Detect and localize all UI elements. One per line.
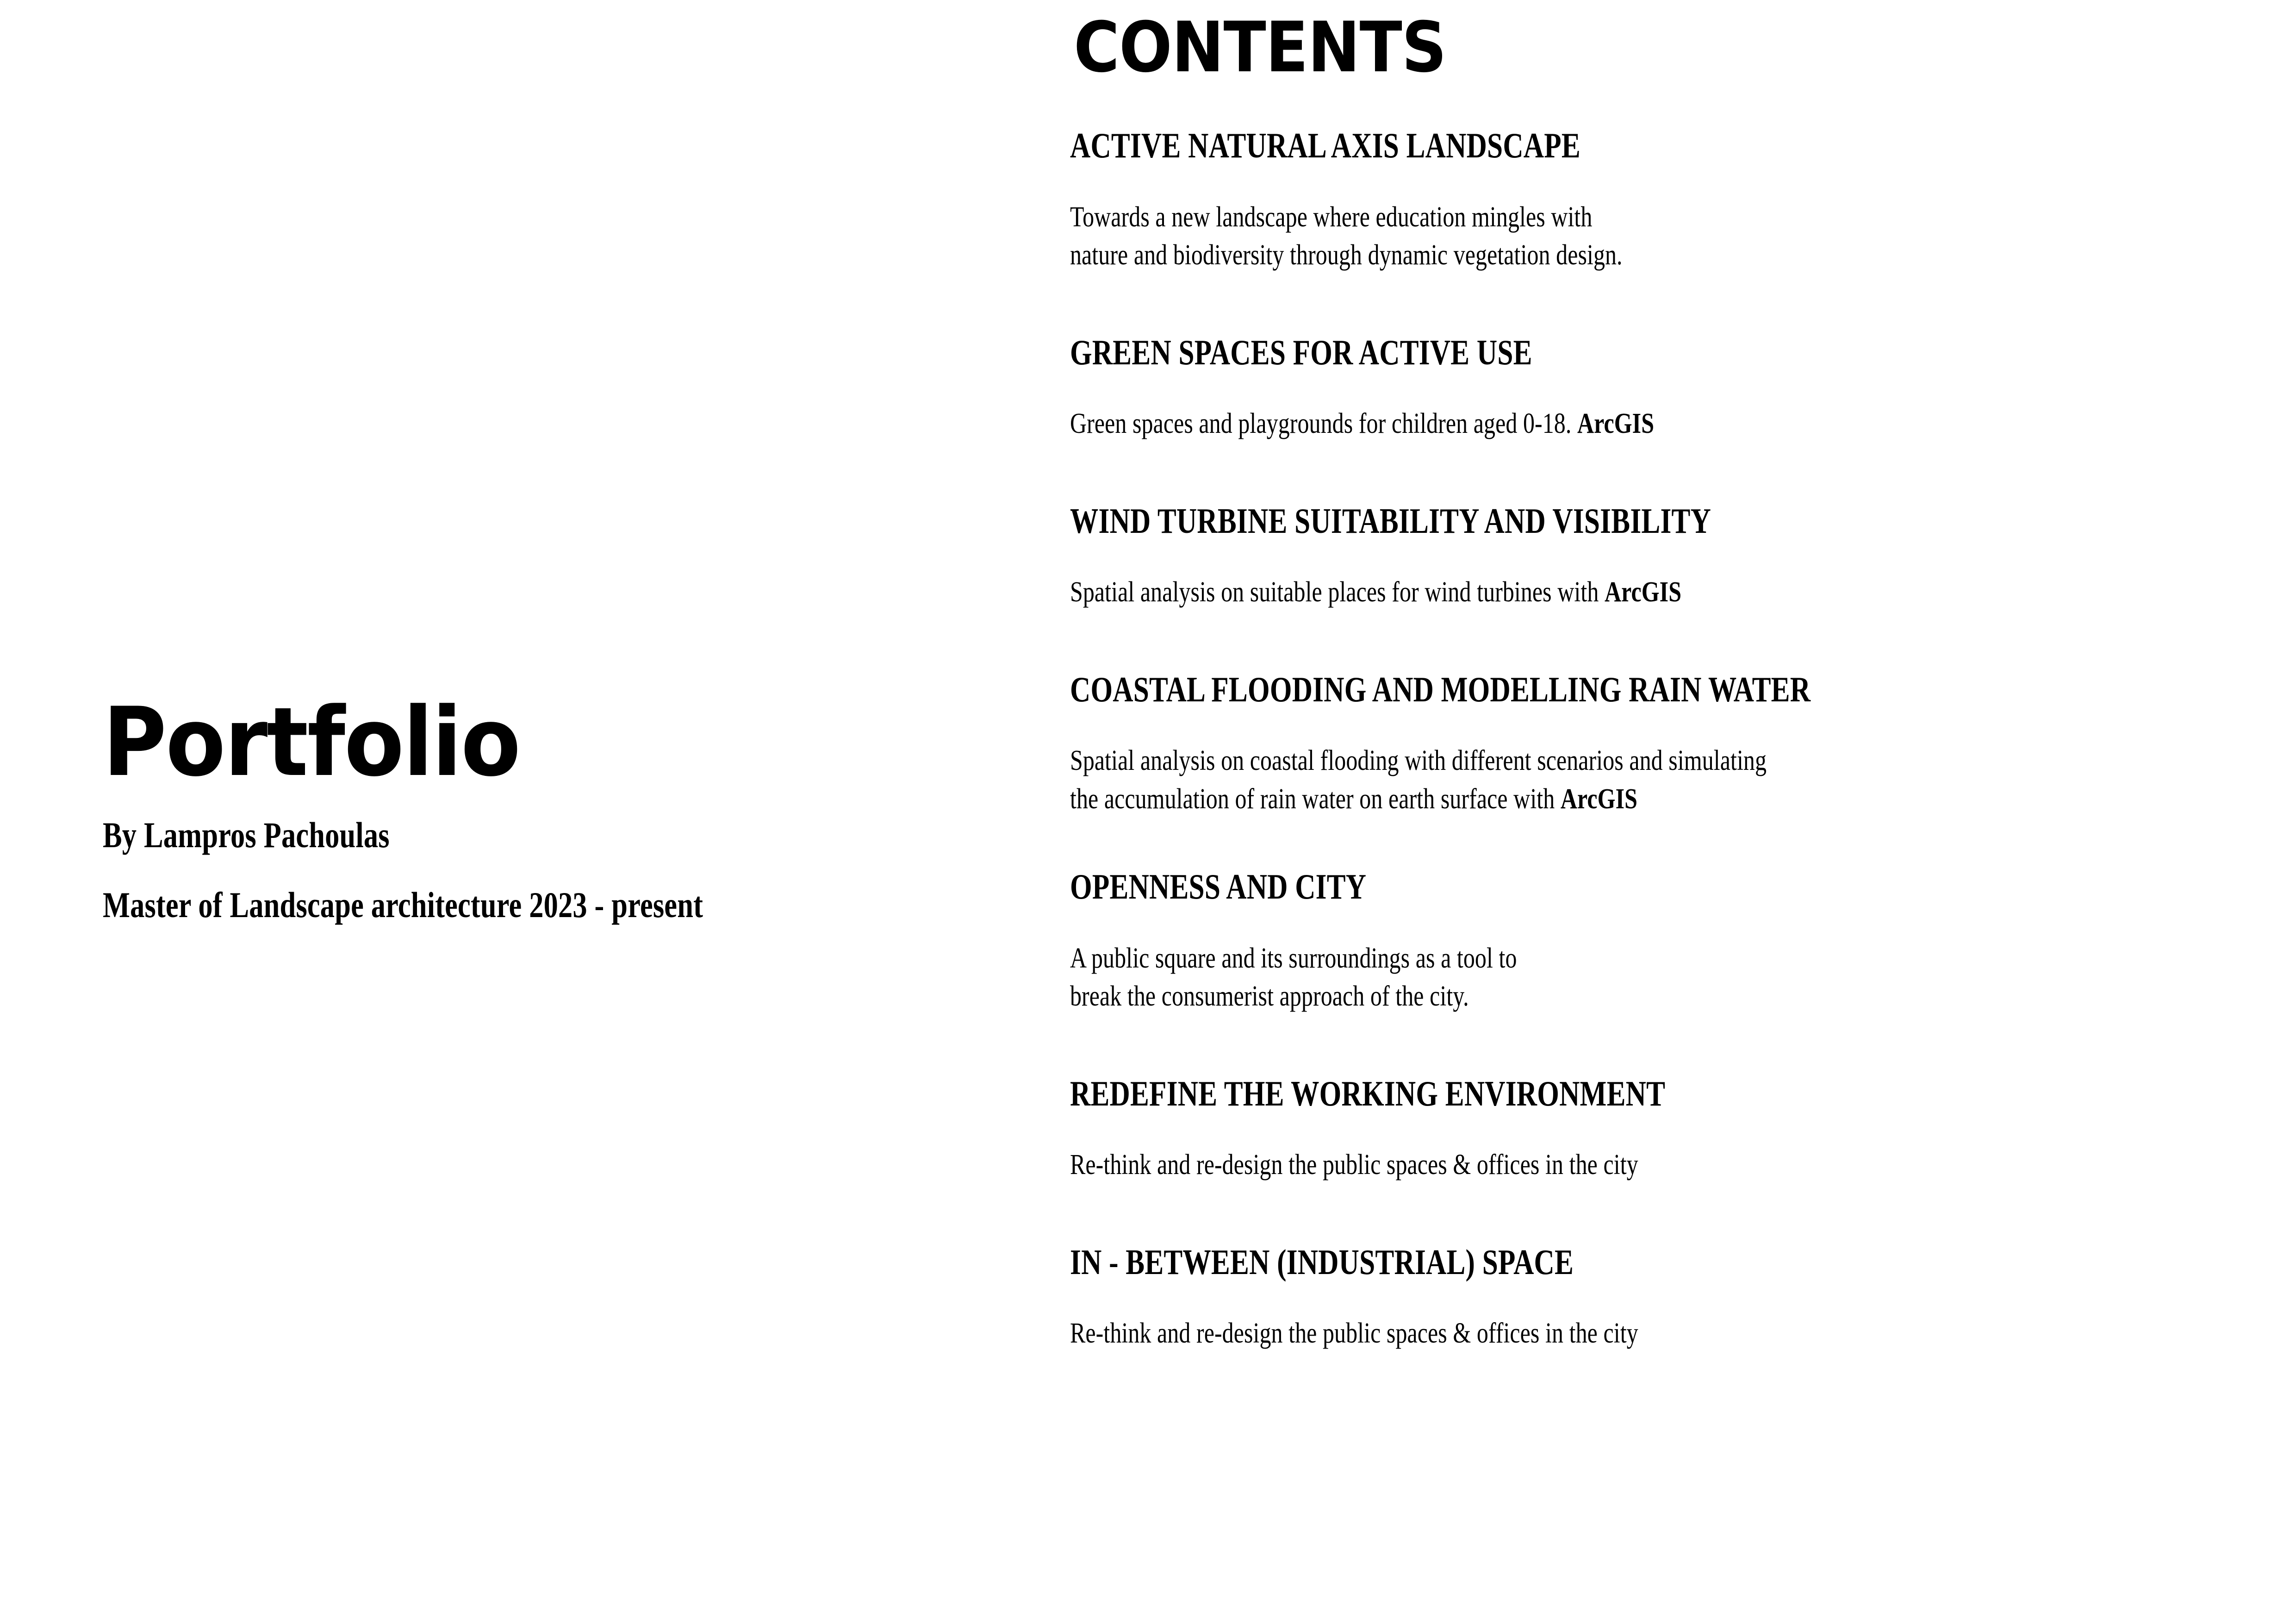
entry-description-line: nature and biodiversity through dynamic vegetation design. bbox=[1070, 239, 1623, 271]
contents-entry[interactable] bbox=[1070, 127, 2273, 275]
contents-entry[interactable] bbox=[1070, 1243, 2273, 1353]
entry-description-line bbox=[1070, 780, 2039, 818]
contents-title: CONTENTS bbox=[1074, 7, 1446, 88]
entry-description-line: Spatial analysis on coastal flooding with different scenarios and simulating bbox=[1070, 745, 1767, 777]
arcgis-tool-label: ArcGIS bbox=[1577, 408, 1655, 440]
cover-column bbox=[103, 0, 1028, 1624]
spacer bbox=[1070, 1281, 2273, 1314]
spacer bbox=[1070, 1112, 2273, 1146]
entry-description-line: A public square and its surroundings as a tool to bbox=[1070, 942, 1517, 974]
entry-heading: WIND TURBINE SUITABILITY AND VISIBILITY bbox=[1070, 500, 1711, 541]
entry-heading: ACTIVE NATURAL AXIS LANDSCAPE bbox=[1070, 125, 1580, 165]
contents-entry[interactable] bbox=[1070, 502, 2273, 612]
arcgis-tool-label: ArcGIS bbox=[1604, 576, 1682, 608]
spacer bbox=[1070, 1184, 2273, 1243]
portfolio-title: Portfolio bbox=[103, 687, 520, 798]
entry-description-line: break the consumerist approach of the city. bbox=[1070, 981, 1469, 1012]
entry-description-text: Green spaces and playgrounds for children aged 0-18. bbox=[1070, 408, 1572, 440]
spacer bbox=[1070, 708, 2273, 742]
spacer bbox=[1070, 275, 2273, 334]
contents-entry-list bbox=[1070, 127, 2273, 1353]
entry-description-line: Re-think and re-design the public spaces & offices in the city bbox=[1070, 1318, 1638, 1349]
spacer bbox=[1070, 906, 2273, 939]
spacer bbox=[1070, 612, 2273, 671]
entry-description-line: Towards a new landscape where education mingles with bbox=[1070, 201, 1593, 233]
spacer bbox=[1070, 818, 2273, 868]
entry-description-text: Spatial analysis on suitable places for wind turbines with bbox=[1070, 576, 1599, 608]
entry-description-line: Re-think and re-design the public spaces & offices in the city bbox=[1070, 1149, 1638, 1181]
spacer bbox=[1070, 165, 2273, 198]
contents-entry[interactable] bbox=[1070, 1075, 2273, 1184]
spacer bbox=[1070, 1016, 2273, 1075]
arcgis-tool-label: ArcGIS bbox=[1560, 783, 1637, 815]
entry-description-line bbox=[1070, 405, 2039, 443]
entry-heading: IN - BETWEEN (INDUSTRIAL) SPACE bbox=[1070, 1242, 1574, 1282]
entry-description-text: the accumulation of rain water on earth surface with bbox=[1070, 783, 1555, 815]
spacer bbox=[1070, 540, 2273, 573]
spacer bbox=[1070, 443, 2273, 502]
entry-description-line bbox=[1070, 573, 2039, 611]
entry-heading: COASTAL FLOODING AND MODELLING RAIN WATER bbox=[1070, 669, 1811, 709]
contents-entry[interactable] bbox=[1070, 334, 2273, 443]
degree-line: Master of Landscape architecture 2023 - present bbox=[103, 885, 703, 925]
contents-column bbox=[1070, 0, 2273, 1624]
contents-entry[interactable] bbox=[1070, 868, 2273, 1016]
author-byline: By Lampros Pachoulas bbox=[103, 814, 390, 855]
entry-heading: REDEFINE THE WORKING ENVIRONMENT bbox=[1070, 1073, 1666, 1113]
spacer bbox=[1070, 371, 2273, 405]
entry-heading: GREEN SPACES FOR ACTIVE USE bbox=[1070, 332, 1532, 372]
contents-entry[interactable] bbox=[1070, 671, 2273, 818]
entry-heading: OPENNESS AND CITY bbox=[1070, 867, 1367, 907]
